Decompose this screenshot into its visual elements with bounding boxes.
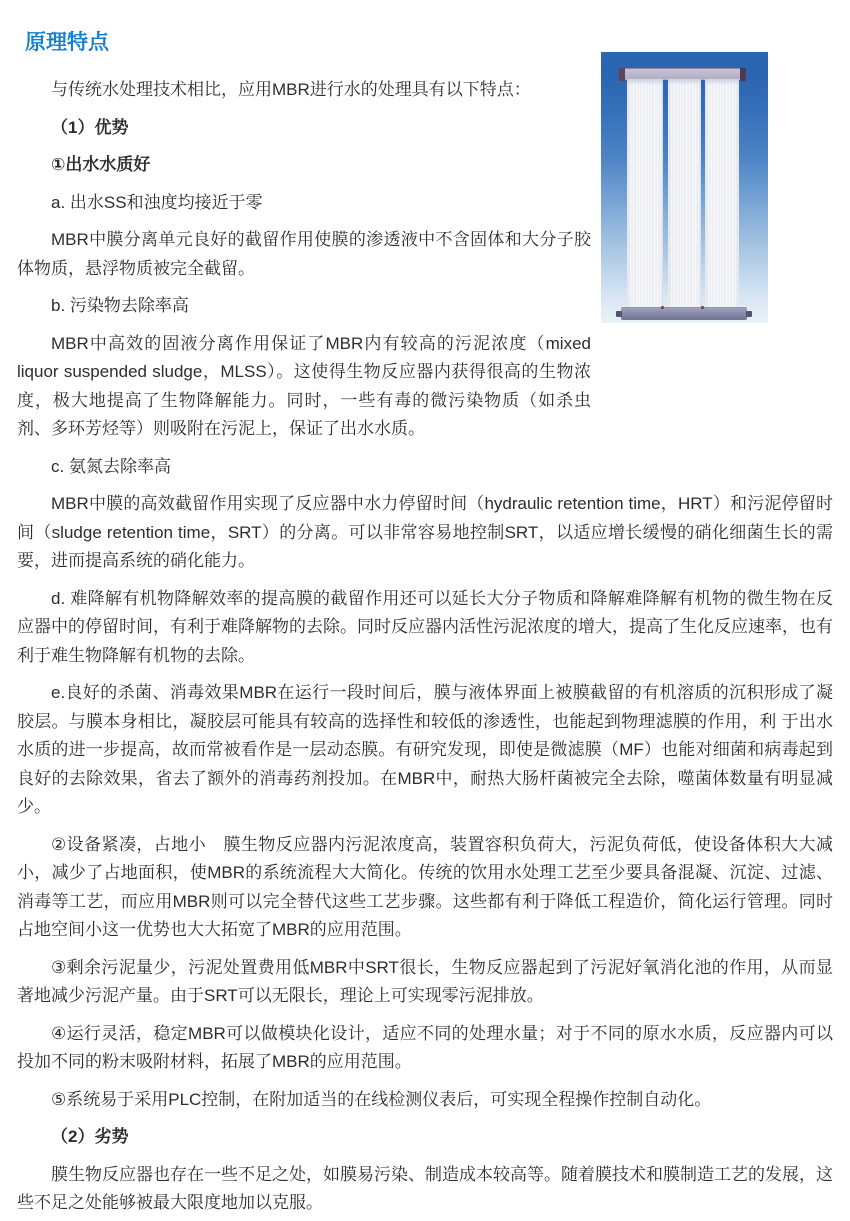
module-bottom-header (621, 307, 747, 320)
bottom-header-connector (746, 311, 752, 317)
body-paragraph: ②设备紧凑，占地小 膜生物反应器内污泥浓度高，装置容积负荷大，污泥负荷低，使设备体积大大减小，减少了占地面积，使MBR的系统流程大大简化。传统的饮用水处理工艺至少要具备混凝、沉淀、过滤、消毒等工艺，而应用MBR则可以完全替代这些工艺步骤。这些都有利于降低工程造价，简化运行管理。同时占地空间小这一优势也大大拓宽了MBR的应用范围。 (17, 834, 833, 939)
body-paragraph: d. 难降解有机物降解效率的提高膜的截留作用还可以延长大分子物质和降解难降解有机物的微生物在反应器中的停留时间，有利于难降解物的去除。同时反应器内活性污泥浓度的增大，提高了生化反应速率，也有利于难生物降解有机物的去除。 (17, 588, 833, 665)
photo-blue-background (601, 52, 768, 323)
body-paragraph: ④运行灵活，稳定MBR可以做模块化设计，适应不同的处理水量；对于不同的原水水质，反应器内可以投加不同的粉末吸附材料，拓展了MBR的应用范围。 (17, 1023, 833, 1071)
body-paragraph: MBR中高效的固液分离作用保证了MBR内有较高的污泥浓度（mixed liquor suspended sludge，MLSS）。这使得生物反应器内获得很高的生物浓度，极大地提高了生物降解能力。同时，一些有毒的微污染物质（如杀虫剂、多环芳烃等）则吸附在污泥上，保证了出水水质。 (17, 333, 591, 438)
bottom-header-fitting (661, 306, 664, 309)
membrane-fiber-curtain (668, 79, 701, 308)
bottom-header-connector (616, 311, 622, 317)
body-paragraph: c. 氨氮去除率高 (51, 456, 171, 476)
body-paragraph: MBR中膜分离单元良好的截留作用使膜的渗透液中不含固体和大分子胶体物质，悬浮物质被完全截留。 (17, 230, 591, 278)
top-header-end-cap (619, 68, 625, 81)
mbr-membrane-module-photo (601, 52, 768, 323)
membrane-fiber-curtain (627, 79, 663, 308)
body-paragraph: a. 出水SS和浊度均接近于零 (51, 192, 263, 212)
section-heading: （1）优势 (51, 117, 129, 137)
section-heading: （2）劣势 (51, 1127, 129, 1146)
body-paragraph: b. 污染物去除率高 (51, 296, 189, 315)
membrane-fiber-curtain (705, 79, 739, 308)
section-heading: ①出水水质好 (51, 155, 151, 174)
bottom-header-fitting (701, 306, 704, 309)
page-title: 原理特点 (25, 31, 109, 54)
body-paragraph: ③剩余污泥量少，污泥处置费用低MBR中SRT很长，生物反应器起到了污泥好氧消化池的作用，从而显著地减少污泥产量。由于SRT可以无限长，理论上可实现零污泥排放。 (17, 957, 833, 1005)
top-header-end-cap (740, 68, 746, 81)
body-paragraph: ⑤系统易于采用PLC控制，在附加适当的在线检测仪表后，可实现全程操作控制自动化。 (51, 1089, 712, 1109)
body-paragraph: 与传统水处理技术相比，应用MBR进行水的处理具有以下特点： (51, 80, 531, 99)
body-paragraph: e.良好的杀菌、消毒效果MBR在运行一段时间后，膜与液体界面上被膜截留的有机溶质的沉积形成了凝胶层。与膜本身相比，凝胶层可能具有较高的选择性和较低的渗透性，也能起到物理滤膜的作用，利 于出水水质的进一步提高，故而常被看作是一层动态膜。有研究发现，即使是微滤膜（MF）也能对细菌和病毒起到良好的去除效果，省去了额外的消毒药剂投加。在MBR中，耐热大肠杆菌被完全去除，噬菌体数量有明显减少。 (17, 683, 833, 816)
body-paragraph: 膜生物反应器也存在一些不足之处，如膜易污染、制造成本较高等。随着膜技术和膜制造工艺的发展，这些不足之处能够被最大限度地加以克服。 (17, 1164, 833, 1212)
body-paragraph: MBR中膜的高效截留作用实现了反应器中水力停留时间（hydraulic retention time，HRT）和污泥停留时间（sludge retention time，SRT）的分离。可以非常容易地控制SRT，以适应增长缓慢的硝化细菌生长的需要，进而提高系统的硝化能力。 (17, 494, 833, 570)
